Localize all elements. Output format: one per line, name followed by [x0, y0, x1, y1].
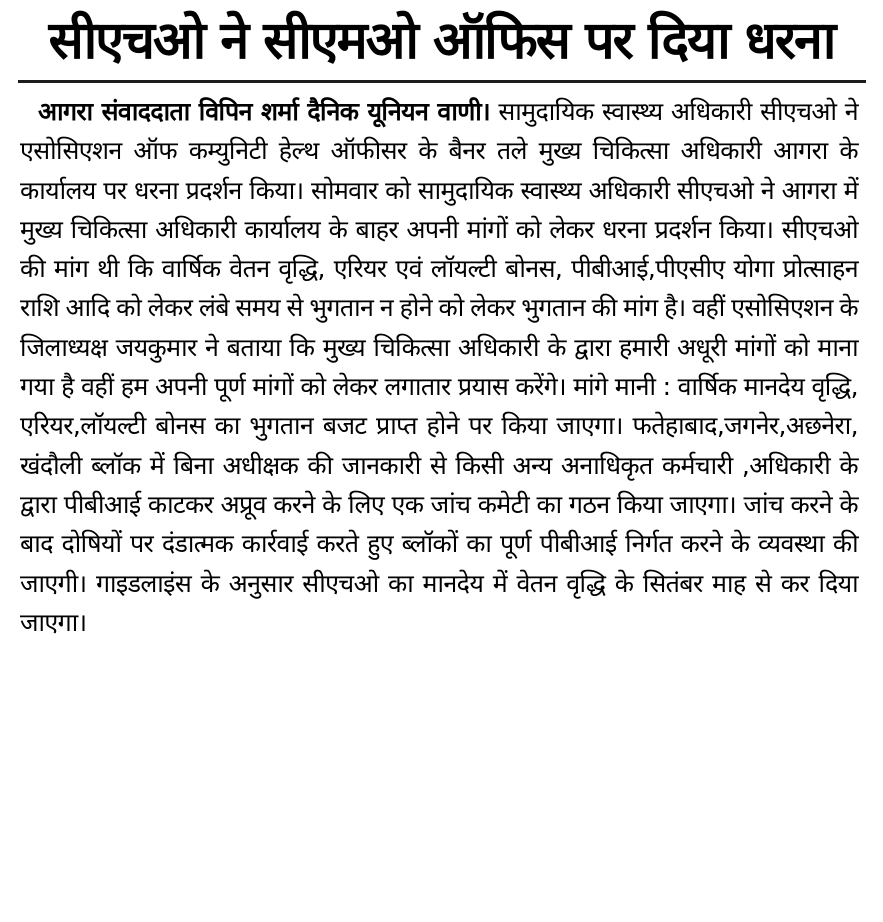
- headline-rule: [18, 80, 866, 83]
- article-text: सामुदायिक स्वास्थ्य अधिकारी सीएचओ ने एसोसिएशन ऑफ कम्युनिटी हेल्थ ऑफीसर के बैनर तले मुख्य चिकित्सा अधिकारी आगरा के कार्यालय पर धरना प्रदर्शन किया। सोमवार को सामुदायिक स्वास्थ्य अधिकारी सीएचओ ने आगरा में मुख्य चिकित्सा अधिकारी कार्यालय के बाहर अपनी मांगों को लेकर धरना प्रदर्शन किया। सीएचओ की मांग थी कि वार्षिक वेतन वृद्धि, एरियर एवं लॉयल्टी बोनस, पीबीआई,पीएसीए योगा प्रोत्साहन राशि आदि को लेकर लंबे समय से भुगतान न होने को लेकर भुगतान की मांग है। वहीं एसोसिएशन के जिलाध्यक्ष जयकुमार ने बताया कि मुख्य चिकित्सा अधिकारी के द्वारा हमारी अधूरी मांगों को माना गया है वहीं हम अपनी पूर्ण मांगों को लेकर लगातार प्रयास करेंगे। मांगे मानी : वार्षिक मानदेय वृद्धि, एरियर,लॉयल्टी बोनस का भुगतान बजट प्राप्त होने पर किया जाएगा। फतेहाबाद,जगनेर,अछनेरा, खंदौली ब्लॉक में बिना अधीक्षक की जानकारी से किसी अन्य अनाधिकृत कर्मचारी ,अधिकारी के द्वारा पीबीआई काटकर अप्रूव करने के लिए एक जांच कमेटी का गठन किया जाएगा। जांच करने के बाद दोषियों पर दंडात्मक कार्रवाई करते हुए ब्लॉकों का पूर्ण पीबीआई निर्गत करने के व्यवस्था की जाएगी। गाइडलाइंस के अनुसार सीएचओ का मानदेय में वेतन वृद्धि के सितंबर माह से कर दिया जाएगा।: [20, 97, 858, 637]
- article-body: [20, 92, 858, 642]
- byline: आगरा संवाददाता विपिन शर्मा दैनिक यूनियन वाणी।: [38, 97, 491, 126]
- headline: सीएचओ ने सीएमओ ऑफिस पर दिया धरना: [48, 11, 835, 71]
